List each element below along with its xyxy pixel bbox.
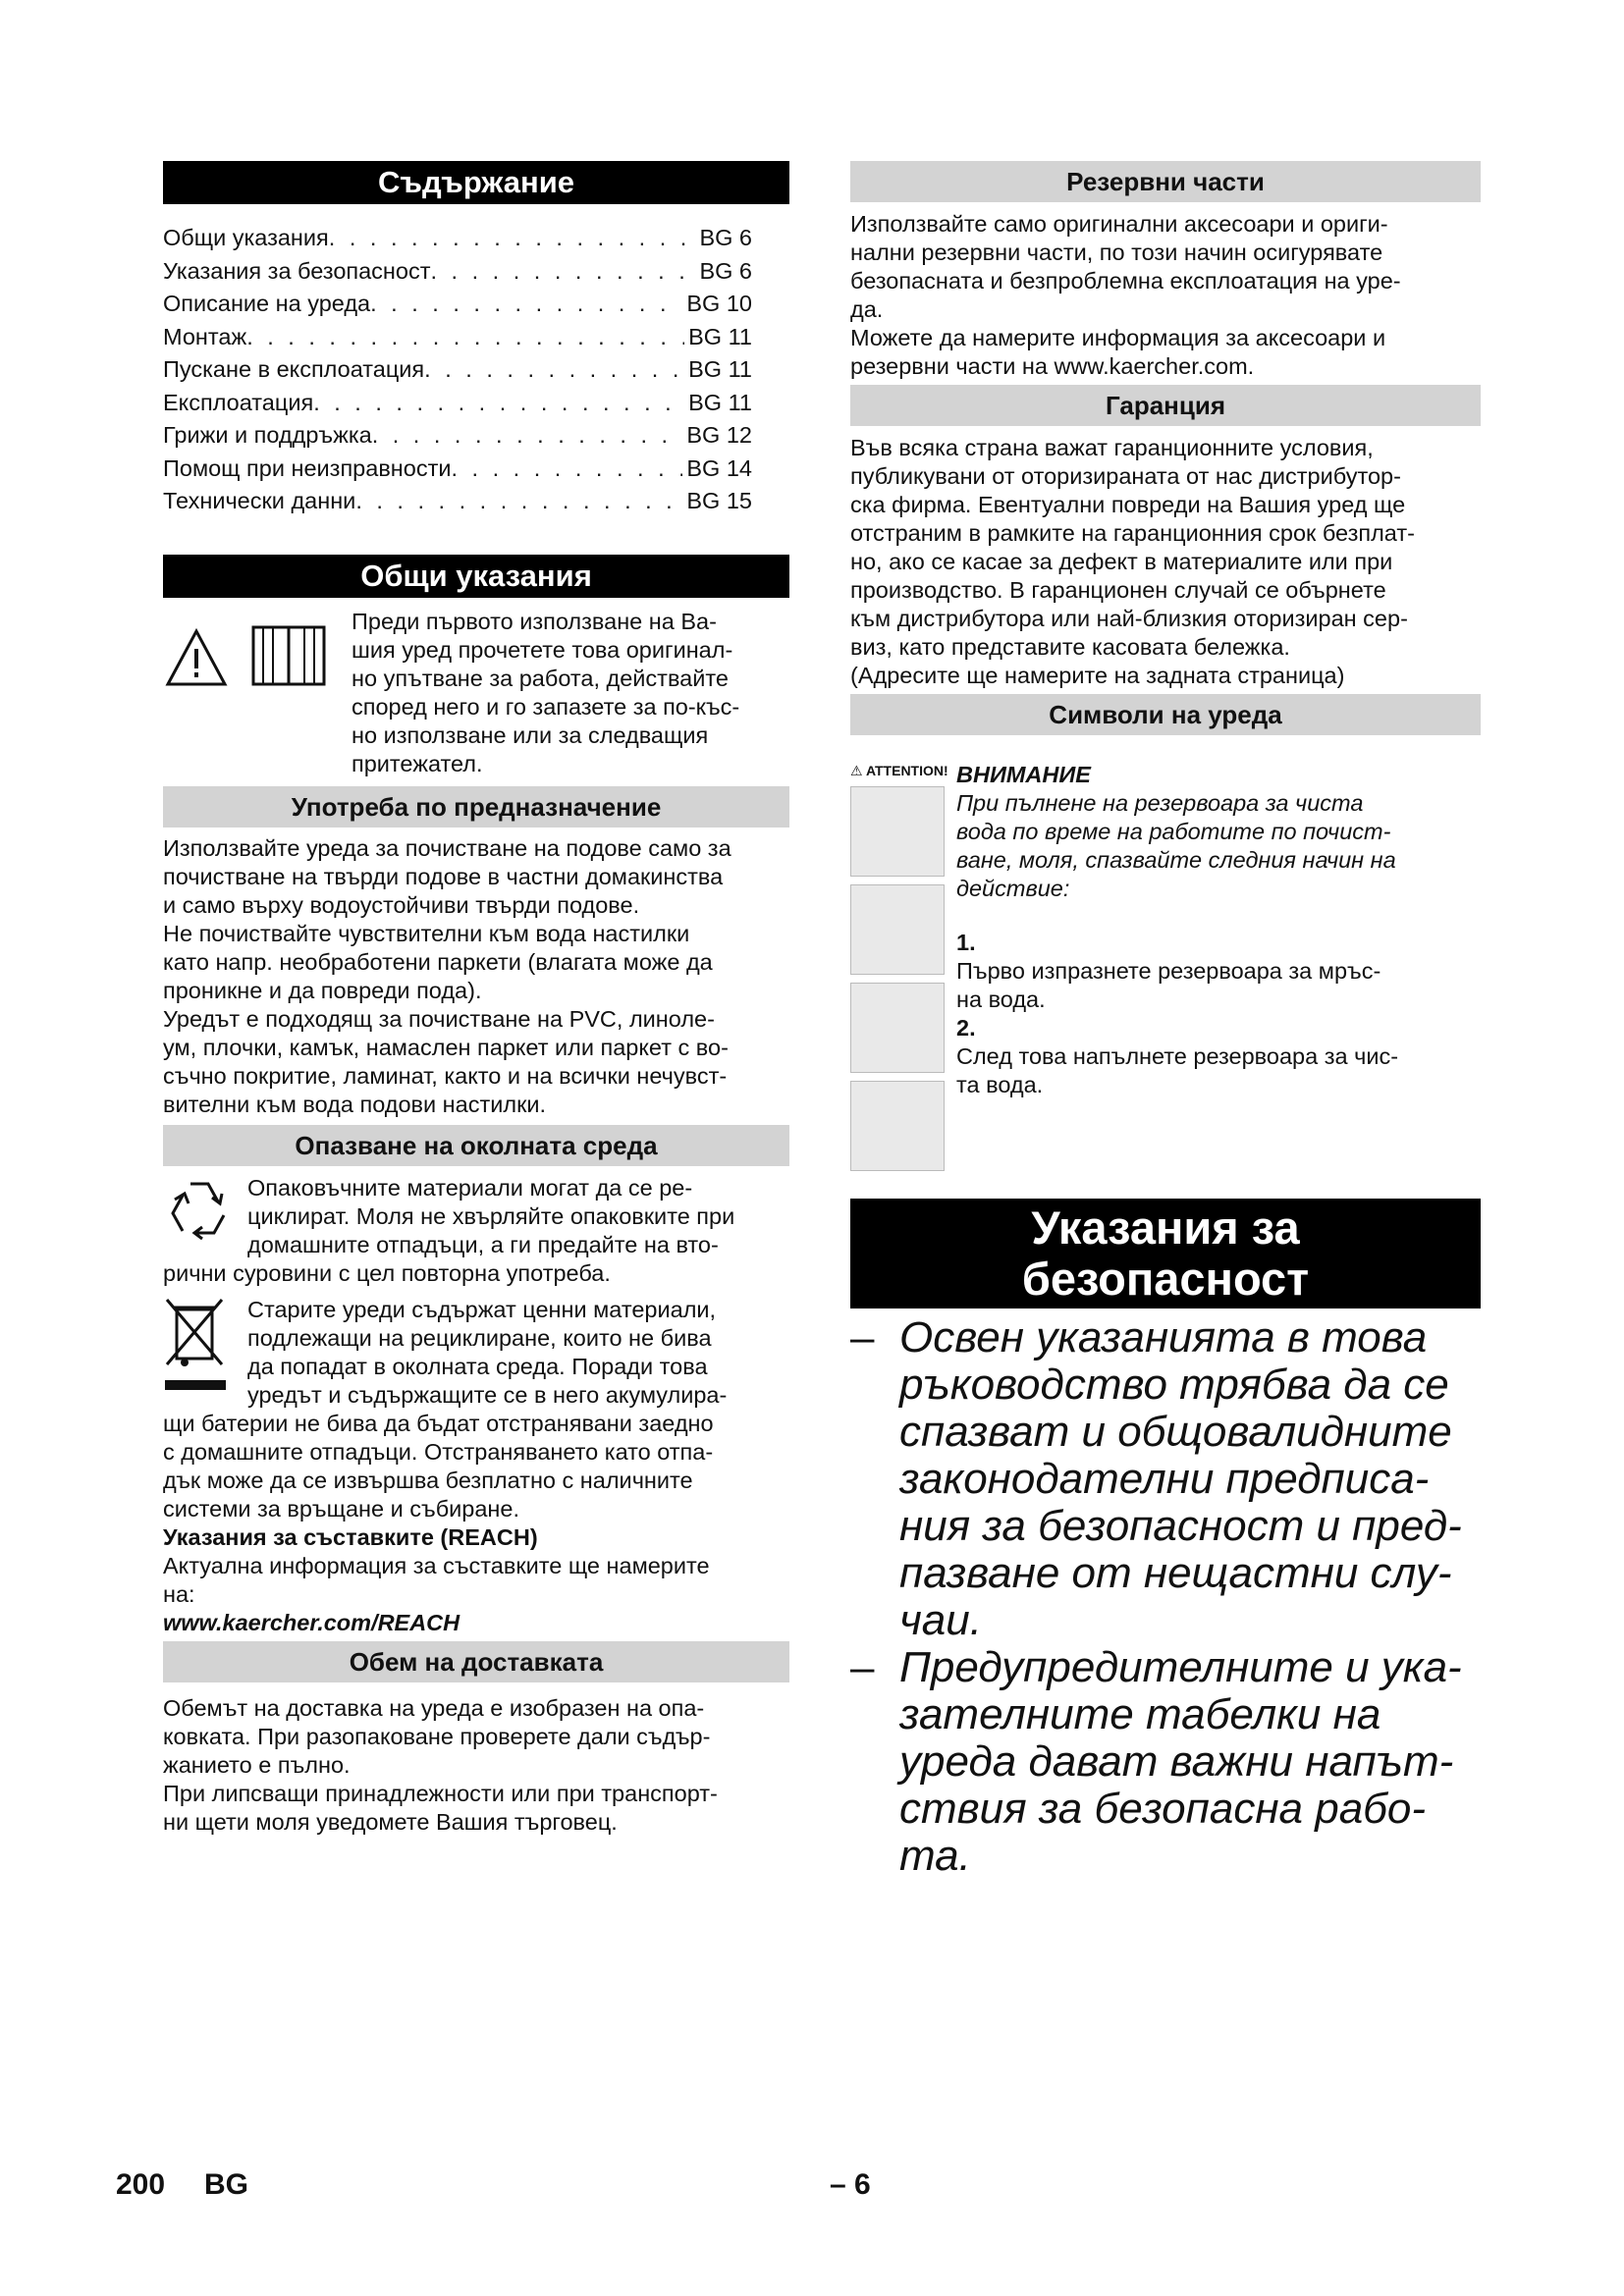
spare-parts-text: Използвайте само оригинални аксесоари и ориги- нални резервни части, по този начин осигурявате безопасната и безпроблемна експлоатация на уре- да. Можете да намерите информация за аксесоари и резервни части на www.kaercher.com. — [850, 211, 1401, 379]
toc-item[interactable]: Технически данни . . . BG 15 — [163, 485, 752, 518]
environment-heading: Опазване на околната среда — [163, 1125, 789, 1166]
toc-item[interactable]: Пускане в експлоатация . . . BG 11 — [163, 353, 752, 387]
symbols-section: ⚠ ATTENTION! ВНИМАНИЕ При пълнене на резервоара за чиста вода по време на работите по почист- ване, моля, спазвайте следния начин на действие: 1. Първо изпразнете резервоара за мръс- на вода. 2. След това напълнете резервоара за чис- та вода. — [850, 761, 1481, 1179]
safety-item: – Предупредителните и ука- зателните табелки на уреда дават важни напът- ствия за безопасна рабо- та. — [850, 1643, 1462, 1880]
general-section: Преди първото използване на Ва- шия уред прочетете това оригинал- но упътване за работа, действайте според него и го запазете за по-къс- но използване или за следващия притежател. — [163, 608, 789, 778]
fill-clean-water-pictogram — [850, 983, 945, 1073]
attention-triangle-icon: ⚠ — [850, 763, 863, 778]
empty-dirty-water-pictogram — [850, 786, 945, 877]
weee-crossed-bin-icon — [163, 1296, 228, 1404]
delivery-text: Обемът на доставка на уреда е изобразен на опа- ковката. При разопаковане проверете дали съдър- жанието е пълно. При липсващи принадлежности или при транспорт- ни щети моля уведомете Вашия търговец. — [163, 1694, 718, 1835]
toc-item[interactable]: Монтаж . . . BG 11 — [163, 321, 752, 354]
warning-title: ВНИМАНИЕ — [956, 762, 1091, 787]
safety-heading: Указания за безопасност — [850, 1199, 1481, 1308]
recycle-icon — [163, 1174, 236, 1249]
warranty-heading: Гаранция — [850, 385, 1481, 426]
reach-link[interactable]: www.kaercher.com/REACH — [163, 1609, 460, 1635]
drain-tank-pictogram — [850, 884, 945, 975]
reach-heading: Указания за съставките (REACH) — [163, 1523, 538, 1550]
spare-parts-heading: Резервни части — [850, 161, 1481, 202]
toc-item[interactable]: Експлоатация . . . BG 11 — [163, 387, 752, 420]
toc-item[interactable]: Описание на уреда . . . BG 10 — [163, 288, 752, 321]
intended-use-text: Използвайте уреда за почистване на подове само за почистване на твърди подове в частни домакинства и само върху водоустойчиви твърди подове. Не почиствайте чувствителни към вода настилки като напр. необработени паркети (влагата може да проникне и да повреди пода). Уредът е подходящ за почистване на PVC, линоле- ум, плочки, камък, намаслен паркет или паркет с во- съчно покритие, ламинат, както и на всички нечувст- вителни към вода подови настилки. — [163, 834, 731, 1117]
language-code: BG — [204, 2168, 248, 2201]
toc-item[interactable]: Общи указания . . . BG 6 — [163, 222, 752, 255]
page-number: 200 — [116, 2168, 166, 2201]
safety-item: – Освен указанията в това ръководство трябва да се спазват и общовалидните законодателни предписа- ния за безопасност и пред- пазване от нещастни слу- чаи. — [850, 1313, 1462, 1644]
general-heading: Общи указания — [163, 555, 789, 598]
section-page-number: – 6 — [830, 2168, 871, 2201]
symbols-heading: Символи на уреда — [850, 694, 1481, 735]
toc-item[interactable]: Грижи и поддръжка . . . BG 12 — [163, 419, 752, 453]
delivery-heading: Обем на доставката — [163, 1641, 789, 1682]
toc-heading: Съдържание — [163, 161, 789, 204]
manual-book-icon — [249, 621, 328, 690]
toc-item[interactable]: Помощ при неизправности . . . BG 14 — [163, 453, 752, 486]
table-of-contents — [163, 222, 789, 518]
warranty-text: Във всяка страна важат гаранционните условия, публикувани от оторизираната от нас дистрибутор- ска фирма. Евентуални повреди на Вашия уред ще отстраним в рамките на гаранционния срок безплат- но, ако се касае за дефект в материалите или при производство. В гаранционен случай се обърнете към дистрибутора или най-близкия оторизиран сер- виз, като представите касовата бележка. (Адресите ще намерите на задната страница) — [850, 435, 1415, 688]
tank-refill-pictogram — [850, 1081, 945, 1171]
intended-use-heading: Употреба по предназначение — [163, 786, 789, 828]
left-column — [163, 161, 789, 1837]
toc-item[interactable]: Указания за безопасност . . . BG 6 — [163, 255, 752, 289]
safety-list — [850, 1314, 1481, 1880]
environment-section: Опаковъчните материали могат да се ре- циклират. Моля не хвърляйте опаковките при домашните отпадъци, а ги предайте на вто- рични суровини с цел повторна употреба. Старите уреди съдържат ценни материали, подлежащи на рециклиране, които не бива да попадат в околната среда. Поради това уредът и съдържащите се в него акумулира- щи батерии не бива да бъдат отстранявани заедно с домашните отпадъци. Отстраняването като отпа- дък може да се извършва безплатно с наличните системи за връщане и събиране. Указания за съставките (REACH) Актуална информация за съставките ще намерите на: www.kaercher.com/REACH — [163, 1174, 789, 1637]
right-column — [850, 161, 1481, 1880]
